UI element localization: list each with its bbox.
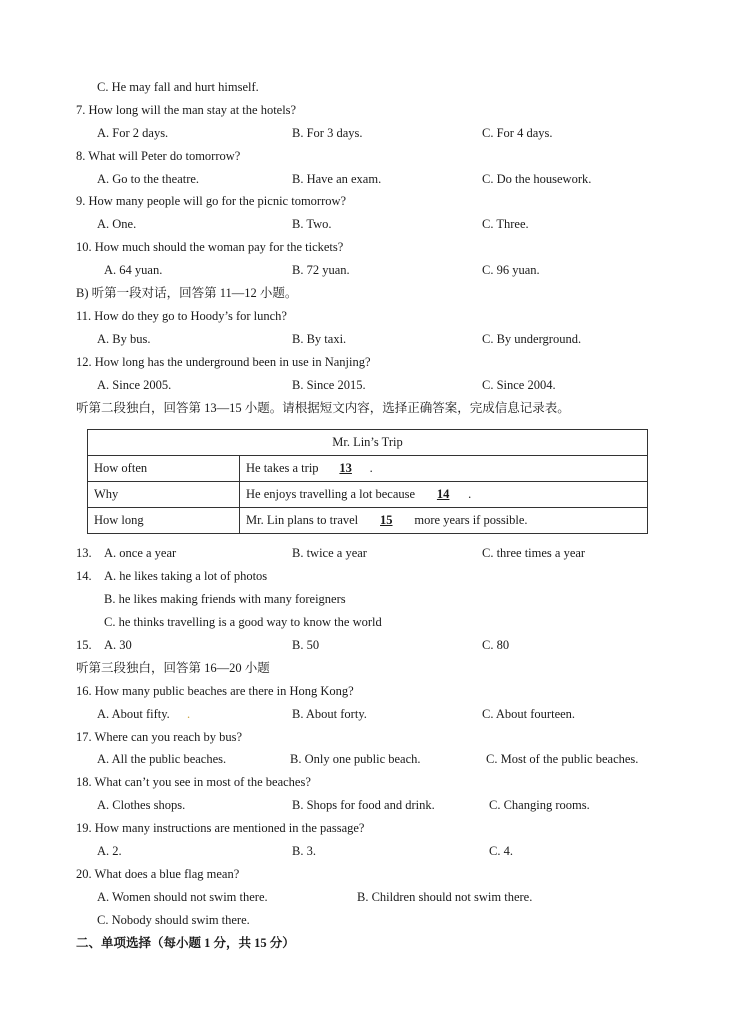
- option-a: A. he likes taking a lot of photos: [104, 569, 268, 583]
- option-c: C. By underground.: [482, 332, 582, 346]
- question-number: 15.: [76, 638, 92, 652]
- option-b: B. For 3 days.: [292, 126, 363, 140]
- row-label: How often: [88, 456, 240, 482]
- option-c: C. Changing rooms.: [489, 798, 590, 812]
- option-c: C. Since 2004.: [482, 378, 556, 392]
- option-a: A. By bus.: [97, 332, 151, 346]
- table-row: [88, 456, 648, 482]
- option-b: B. twice a year: [292, 546, 367, 560]
- option-b: B. 50: [292, 638, 320, 652]
- question-stem: 9. How many people will go for the picnic tomorrow?: [76, 194, 347, 208]
- option-b: B. Two.: [292, 217, 332, 231]
- trip-info-table: [87, 429, 648, 534]
- row-content: [240, 508, 648, 534]
- row-text: Mr. Lin plans to travel: [246, 513, 362, 527]
- option-a: A. Clothes shops.: [97, 798, 186, 812]
- option-a: A. About fifty.: [97, 707, 170, 721]
- option-a: A. once a year: [104, 546, 177, 560]
- option-b: B. Children should not swim there.: [357, 890, 533, 904]
- option-a: A. 2.: [97, 844, 122, 858]
- question-stem: 7. How long will the man stay at the hotels?: [76, 103, 297, 117]
- question-stem: 11. How do they go to Hoody’s for lunch?: [76, 309, 287, 323]
- row-label: How long: [88, 508, 240, 534]
- row-text-end: more years if possible.: [411, 513, 528, 527]
- option-c: C. For 4 days.: [482, 126, 553, 140]
- option-a: A. All the public beaches.: [97, 752, 227, 766]
- option-c: C. he thinks travelling is a good way to know the world: [104, 615, 382, 629]
- option-c: C. 96 yuan.: [482, 263, 540, 277]
- row-label: Why: [88, 482, 240, 508]
- question-stem: 16. How many public beaches are there in Hong Kong?: [76, 684, 354, 698]
- table-row: [88, 482, 648, 508]
- option-b: B. Only one public beach.: [290, 752, 421, 766]
- option-a: A. 30: [104, 638, 132, 652]
- option-b: B. Shops for food and drink.: [292, 798, 435, 812]
- answer-blank-14: 14: [436, 487, 450, 501]
- option-a: A. Since 2005.: [97, 378, 172, 392]
- answer-blank-13: 13: [339, 461, 352, 475]
- option-c: C. Do the housework.: [482, 172, 592, 186]
- question-stem: 17. Where can you reach by bus?: [76, 730, 243, 744]
- question-stem: 18. What can’t you see in most of the beaches?: [76, 775, 311, 789]
- section-heading: 听第二段独白，回答第 13—15 小题。请根据短文内容，选择正确答案，完成信息记录表。: [76, 401, 570, 415]
- option-a: A. Go to the theatre.: [97, 172, 200, 186]
- option-b: B. 72 yuan.: [292, 263, 350, 277]
- option-c: C. Three.: [482, 217, 529, 231]
- question-stem: 12. How long has the underground been in use in Nanjing?: [76, 355, 371, 369]
- row-text-end: .: [468, 487, 472, 501]
- option-b: B. By taxi.: [292, 332, 347, 346]
- option-a: A. 64 yuan.: [104, 263, 163, 277]
- option-c: C. Most of the public beaches.: [486, 752, 639, 766]
- part-heading: 二、单项选择（每小题 1 分，共 15 分）: [76, 936, 295, 950]
- option-b: B. About forty.: [292, 707, 367, 721]
- q6-option-c: C. He may fall and hurt himself.: [97, 80, 259, 94]
- option-a: A. For 2 days.: [97, 126, 169, 140]
- row-text: He takes a trip: [246, 461, 322, 475]
- option-c: C. 4.: [489, 844, 513, 858]
- question-number: 13.: [76, 546, 92, 560]
- option-c: C. 80: [482, 638, 510, 652]
- stray-dot: .: [187, 707, 191, 721]
- option-c: C. About fourteen.: [482, 707, 576, 721]
- option-b: B. Have an exam.: [292, 172, 382, 186]
- section-heading: B) 听第一段对话，回答第 11—12 小题。: [76, 286, 298, 300]
- table-row: [88, 508, 648, 534]
- row-text-end: .: [369, 461, 373, 475]
- row-content: [240, 482, 648, 508]
- row-text: He enjoys travelling a lot because: [246, 487, 419, 501]
- section-heading: 听第三段独白，回答第 16—20 小题: [76, 661, 270, 675]
- option-b: B. 3.: [292, 844, 316, 858]
- option-a: A. One.: [97, 217, 137, 231]
- option-b: B. he likes making friends with many foreigners: [104, 592, 346, 606]
- question-stem: 19. How many instructions are mentioned in the passage?: [76, 821, 365, 835]
- row-content: [240, 456, 648, 482]
- question-stem: 20. What does a blue flag mean?: [76, 867, 240, 881]
- question-stem: 8. What will Peter do tomorrow?: [76, 149, 241, 163]
- option-c: C. three times a year: [482, 546, 586, 560]
- option-b: B. Since 2015.: [292, 378, 366, 392]
- question-number: 14.: [76, 569, 92, 583]
- table-title: Mr. Lin’s Trip: [88, 430, 648, 456]
- question-stem: 10. How much should the woman pay for the tickets?: [76, 240, 344, 254]
- option-a: A. Women should not swim there.: [97, 890, 268, 904]
- answer-blank-15: 15: [380, 513, 393, 527]
- option-c: C. Nobody should swim there.: [97, 913, 250, 927]
